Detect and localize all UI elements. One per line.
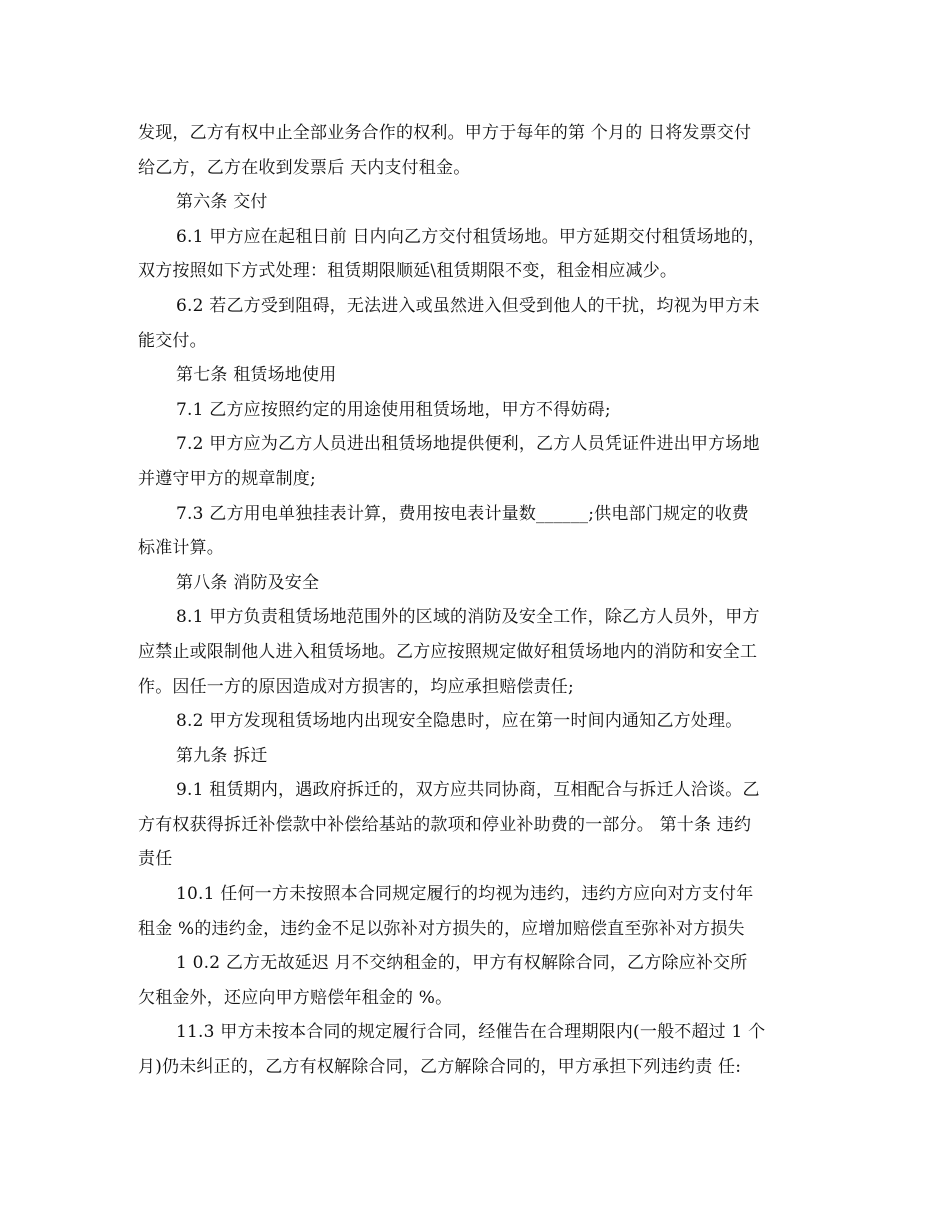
document-line: 7.3 乙方用电单独挂表计算，费用按电表计量数______;供电部门规定的收费: [176, 503, 749, 524]
document-line: 1 0.2 乙方无故延迟 月不交纳租金的，甲方有权解除合同，乙方除应补交所: [176, 953, 748, 974]
document-line: 9.1 租赁期内，遇政府拆迁的，双方应共同协商，互相配合与拆迁人洽谈。乙: [176, 780, 760, 801]
document-line: 责任: [138, 849, 173, 870]
document-line: 第七条 租赁场地使用: [176, 365, 337, 386]
document-line: 双方按照如下方式处理：租赁期限顺延\租赁期限不变，租金相应减少。: [138, 261, 678, 282]
document-line: 第六条 交付: [176, 192, 268, 213]
document-line: 11.3 甲方未按本合同的规定履行合同，经催告在合理期限内(一般不超过 1 个: [176, 1022, 766, 1043]
document-line: 第八条 消防及安全: [176, 572, 320, 593]
document-line: 10.1 任何一方未按照本合同规定履行的均视为违约，违约方应向对方支付年: [176, 884, 754, 905]
document-line: 6.2 若乙方受到阻碍，无法进入或虽然进入但受到他人的干扰，均视为甲方未: [176, 295, 760, 316]
document-body: [138, 116, 812, 1085]
document-line: 欠租金外，还应向甲方赔偿年租金的 %。: [138, 987, 453, 1008]
document-line: 方有权获得拆迁补偿款中补偿给基站的款项和停业补助费的一部分。 第十条 违约: [138, 814, 752, 835]
document-line: 应禁止或限制他人进入租赁场地。乙方应按照规定做好租赁场地内的消防和安全工: [138, 641, 758, 662]
document-line: 并遵守甲方的规章制度;: [138, 468, 316, 489]
document-line: 发现，乙方有权中止全部业务合作的权利。甲方于每年的第 个月的 日将发票交付: [138, 123, 752, 143]
document-line: 租金 %的违约金，违约金不足以弥补对方损失的，应增加赔偿直至弥补对方损失: [138, 918, 745, 939]
document-line: 第九条 拆迁: [176, 745, 268, 766]
document-line: 标准计算。: [138, 538, 224, 559]
document-line: 7.1 乙方应按照约定的用途使用租赁场地，甲方不得妨碍;: [176, 399, 611, 420]
document-line: 给乙方，乙方在收到发票后 天内支付租金。: [138, 157, 471, 178]
document-line: 能交付。: [138, 330, 207, 351]
document-line: 7.2 甲方应为乙方人员进出租赁场地提供便利，乙方人员凭证件进出甲方场地: [176, 434, 760, 455]
document-line: 6.1 甲方应在起租日前 日内向乙方交付租赁场地。甲方延期交付租赁场地的，: [176, 226, 766, 247]
document-line: 8.2 甲方发现租赁场地内出现安全隐患时，应在第一时间内通知乙方处理。: [176, 711, 743, 732]
document-line: 8.1 甲方负责租赁场地范围外的区域的消防及安全工作，除乙方人员外，甲方: [176, 607, 760, 628]
document-line: 月)仍未纠正的，乙方有权解除合同，乙方解除合同的，甲方承担下列违约责 任:: [138, 1057, 742, 1078]
document-line: 作。因任一方的原因造成对方损害的，均应承担赔偿责任;: [138, 676, 574, 697]
